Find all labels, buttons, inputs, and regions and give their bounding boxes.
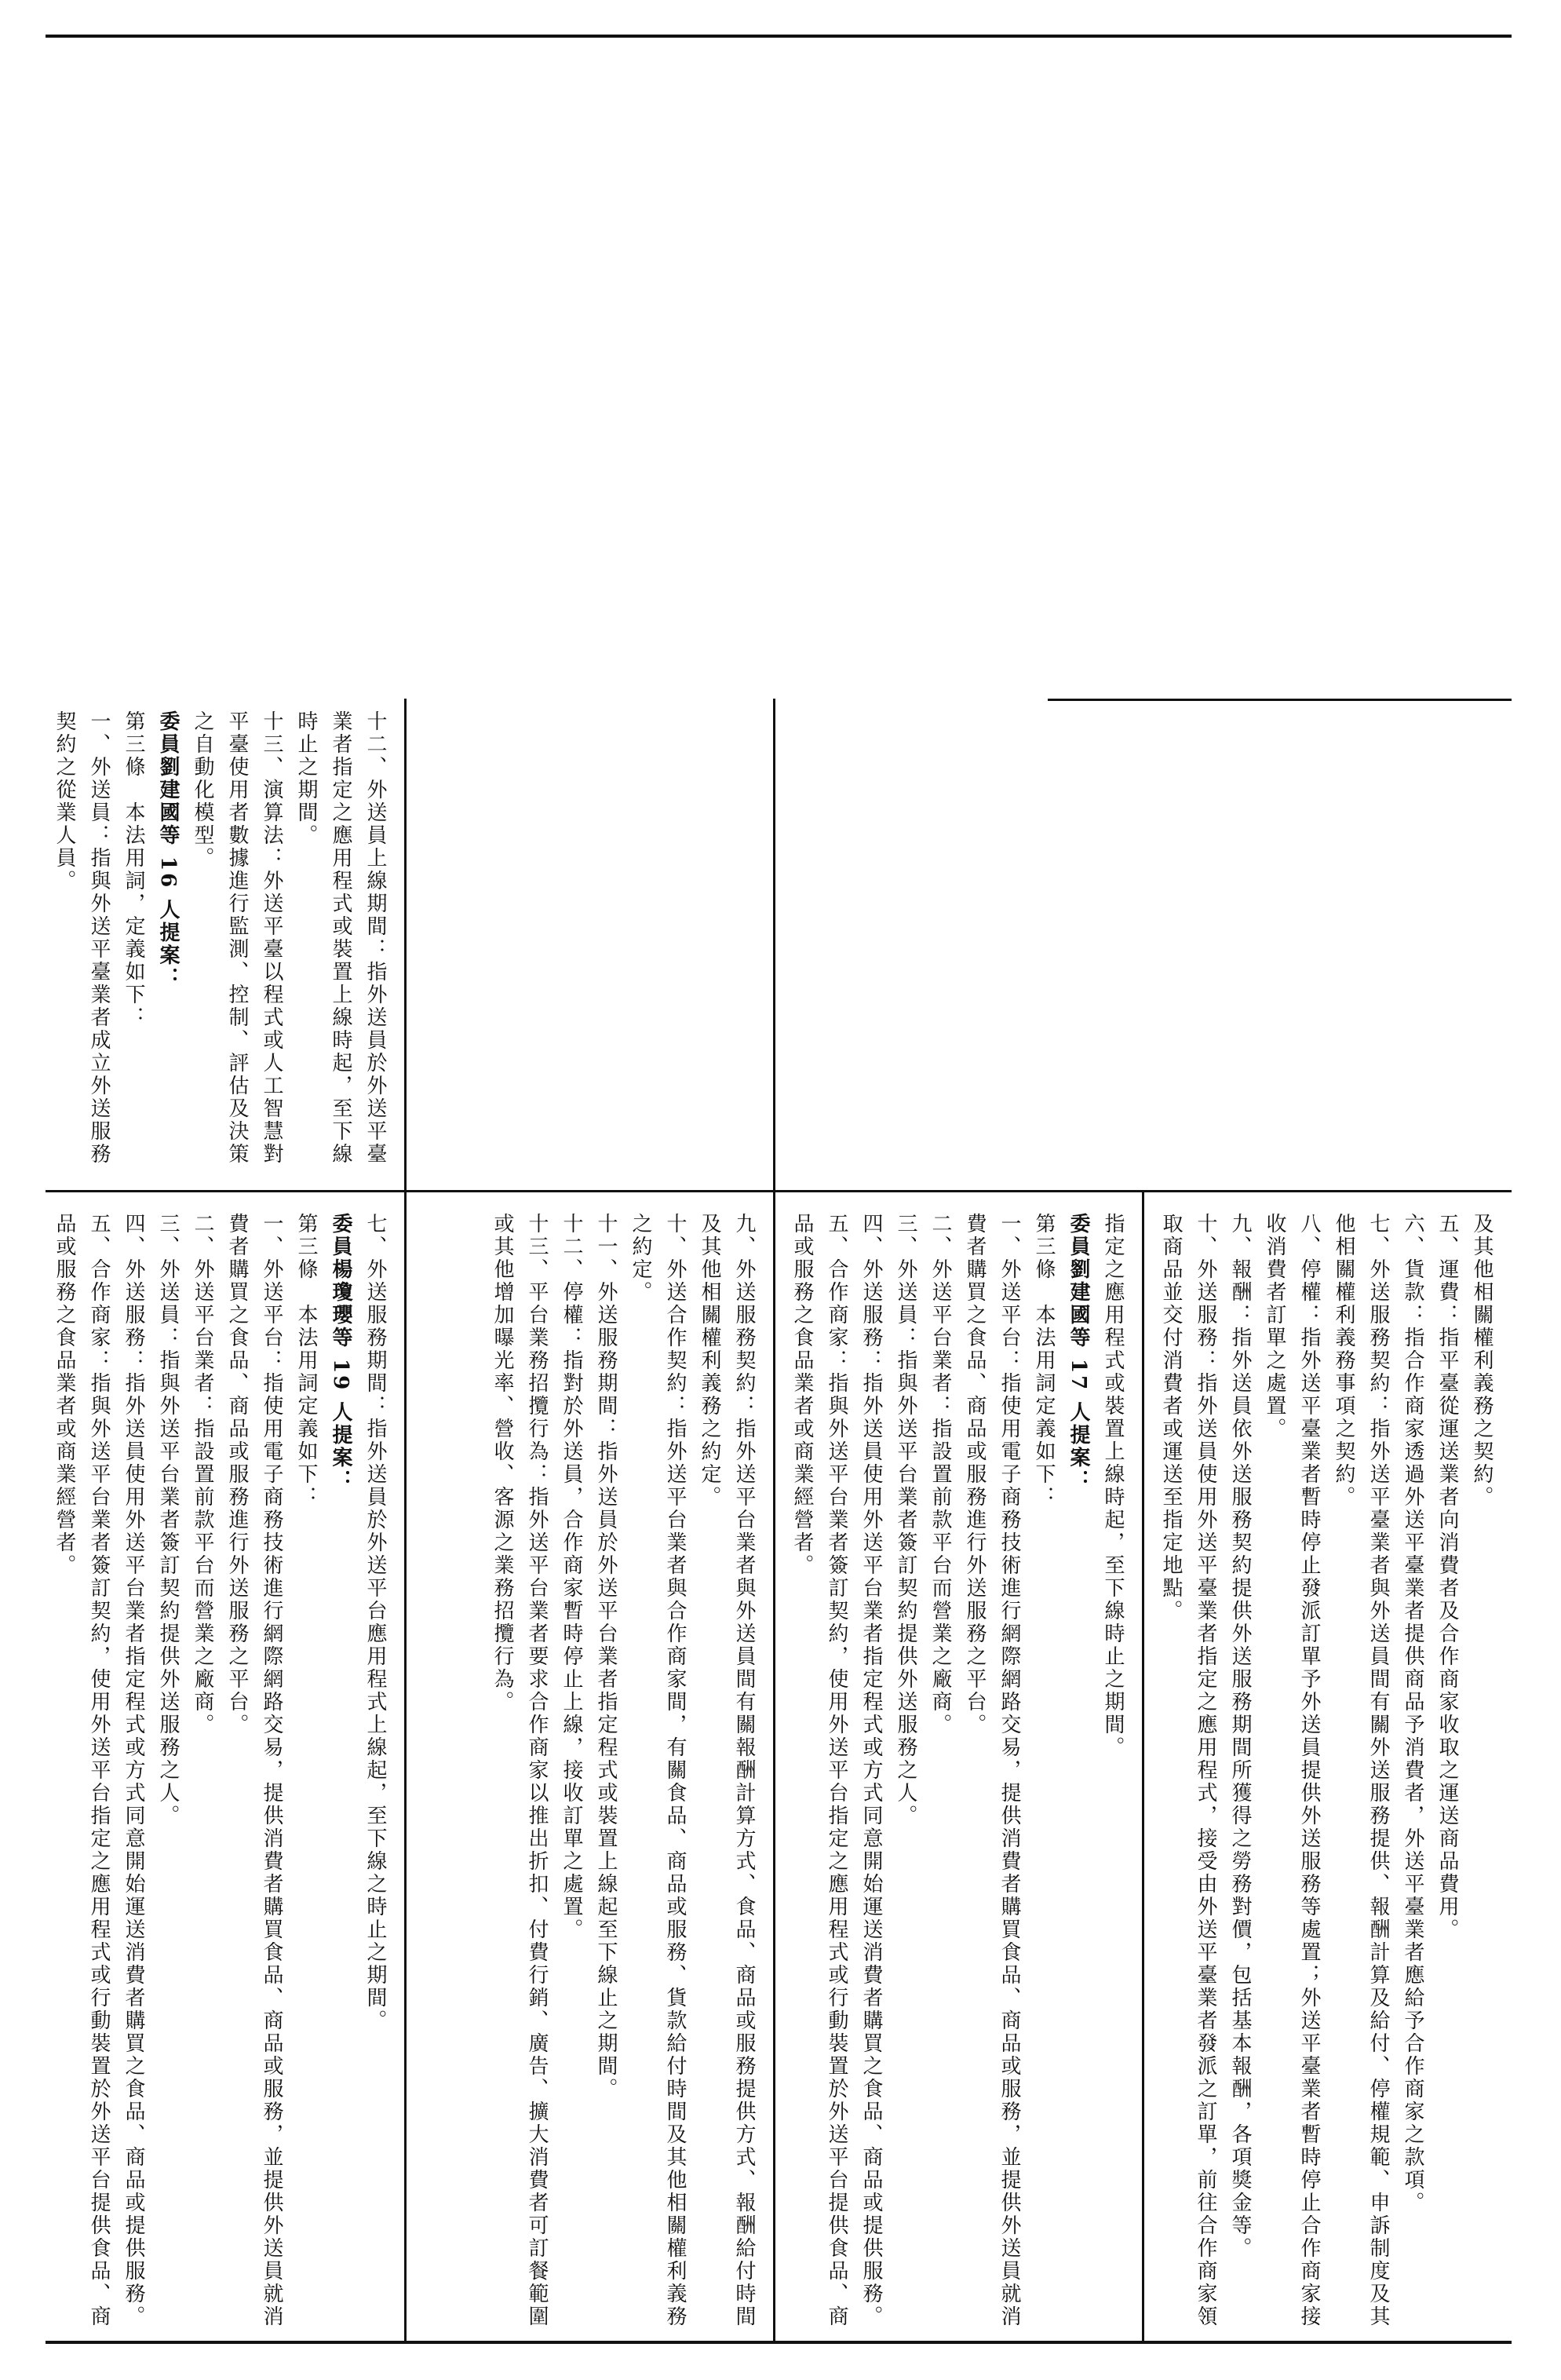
clause-paragraph: 一、外送員：指與外送平臺業者成立外送服務契約之從業人員。 (53, 710, 111, 1166)
clause-paragraph: 十、外送服務：指外送員使用外送平臺業者指定之應用程式，接受由外送平臺業者發派之訂單，前往合作商家領取商品並交付消費者或運送至指定地點。 (1159, 1213, 1217, 2328)
clause-paragraph: 指定之應用程式或裝置上線時起，至下線時止之期間。 (1101, 1213, 1125, 1759)
bottom-rule (46, 2341, 1512, 2344)
clause-paragraph: 二、外送平台業者：指設置前款平台而營業之廠商。 (191, 1213, 214, 1736)
middle-rule (46, 1190, 1512, 1192)
clause-paragraph: 五、合作商家：指與外送平台業者簽訂契約，使用外送平台指定之應用程式或行動裝置於外送平台提供食品、商品或服務之食品業者或商業經營者。 (790, 1213, 848, 2328)
clause-paragraph: 三、外送員：指與外送平台業者簽訂契約提供外送服務之人。 (894, 1213, 917, 1827)
clause-paragraph: 六、貨款：指合作商家透過外送平臺業者提供商品予消費者，外送平臺業者應給予合作商家之款項。 (1401, 1213, 1424, 2214)
clause-paragraph: 四、外送服務：指外送員使用外送平台業者指定程式或方式同意開始運送消費者購買之食品、商品或提供服務。 (122, 1213, 145, 2328)
clause-paragraph: 九、外送服務契約：指外送平台業者與外送員間有關報酬計算方式、食品、商品或服務提供方式、報酬給付時間及其他相關權利義務之約定。 (698, 1213, 756, 2328)
clause-paragraph: 七、外送服務契約：指外送平臺業者與外送員間有關外送服務提供、報酬計算及給付、停權規範、申訴制度及其他相關權利義務事項之契約。 (1332, 1213, 1390, 2328)
clause-paragraph: 一、外送平台：指使用電子商務技術進行網際網路交易，提供消費者購買食品、商品或服務，並提供外送員就消費者購買之食品、商品或服務進行外送服務之平台。 (225, 1213, 283, 2328)
clause-paragraph: 十二、停權：指對於外送員，合作商家暫時停止上線，接收訂單之處置。 (560, 1213, 583, 1941)
proposal-heading: 委員楊瓊瓔等 19 人提案： (329, 1213, 352, 1493)
clause-paragraph: 第三條 本法用詞，定義如下： (122, 710, 145, 1029)
proposal-heading: 委員劉建國等 16 人提案： (156, 710, 180, 991)
clause-paragraph: 十、外送合作契約：指外送平台業者與合作商家間，有關食品、商品或服務、貨款給付時間及其他相關權利義務之約定。 (629, 1213, 687, 2328)
clause-paragraph: 三、外送員：指與外送平台業者簽訂契約提供外送服務之人。 (156, 1213, 180, 1827)
clause-paragraph: 五、合作商家：指與外送平台業者簽訂契約，使用外送平台指定之應用程式或行動裝置於外送平台提供食品、商品或服務之食品業者或商業經營者。 (53, 1213, 111, 2328)
clause-paragraph: 四、外送服務：指外送員使用外送平台業者指定程式或方式同意開始運送消費者購買之食品、商品或提供服務。 (859, 1213, 883, 2328)
clause-paragraph: 第三條 本法用詞定義如下： (1032, 1213, 1056, 1509)
clause-paragraph: 九、報酬：指外送員依外送服務契約提供外送服務期間所獲得之勞務對價，包括基本報酬，各項獎金等。 (1228, 1213, 1252, 2260)
text-column-4 (1154, 1213, 1499, 2331)
clause-paragraph: 二、外送平台業者：指設置前款平台而營業之廠商。 (928, 1213, 952, 1736)
proposal-heading: 委員劉建國等 17 人提案： (1067, 1213, 1090, 1493)
column-divider (1142, 1190, 1144, 2342)
clause-paragraph: 及其他相關權利義務之契約。 (1470, 1213, 1494, 1509)
clause-paragraph: 五、運費：指平臺從運送業者向消費者及合作商家收取之運送商品費用。 (1435, 1213, 1459, 1941)
clause-paragraph: 第三條 本法用詞定義如下： (294, 1213, 318, 1509)
column-divider (404, 1190, 407, 2342)
clause-paragraph: 十一、外送服務期間：指外送員於外送平台業者指定程式或裝置上線起至下線止之期間。 (594, 1213, 618, 2101)
text-column-1 (47, 1213, 392, 2331)
text-column-3 (785, 1213, 1130, 2331)
column-divider (404, 699, 407, 1192)
clause-paragraph: 十二、外送員上線期間：指外送員於外送平臺業者指定之應用程式或裝置上線時起，至下線時止之期間。 (294, 710, 387, 1166)
clause-paragraph: 十三、平台業務招攬行為：指外送平台業者要求合作商家以推出折扣、付費行銷、廣告、擴大消費者可訂餐範圍或其他增加曝光率、營收、客源之業務招攬行為。 (491, 1213, 549, 2328)
text-column-5 (47, 710, 392, 1181)
clause-paragraph: 八、停權：指外送平臺業者暫時停止發派訂單予外送員提供外送服務等處置；外送平臺業者暫時停止合作商家接收消費者訂單之處置。 (1263, 1213, 1321, 2328)
clause-paragraph: 七、外送服務期間：指外送員於外送平台應用程式上線起，至下線之時止之期間。 (363, 1213, 387, 2032)
column-divider (773, 1190, 775, 2342)
upper-band-rule (1048, 699, 1512, 701)
text-column-2 (416, 1213, 761, 2331)
column-divider (773, 699, 775, 1192)
top-rule (46, 35, 1512, 38)
clause-paragraph: 十三、演算法：外送平臺以程式或人工智慧對平臺使用者數據進行監測、控制、評估及決策之自動化模型。 (191, 710, 283, 1166)
clause-paragraph: 一、外送平台：指使用電子商務技術進行網際網路交易，提供消費者購買食品、商品或服務，並提供外送員就消費者購買之食品、商品或服務進行外送服務之平台。 (963, 1213, 1021, 2328)
